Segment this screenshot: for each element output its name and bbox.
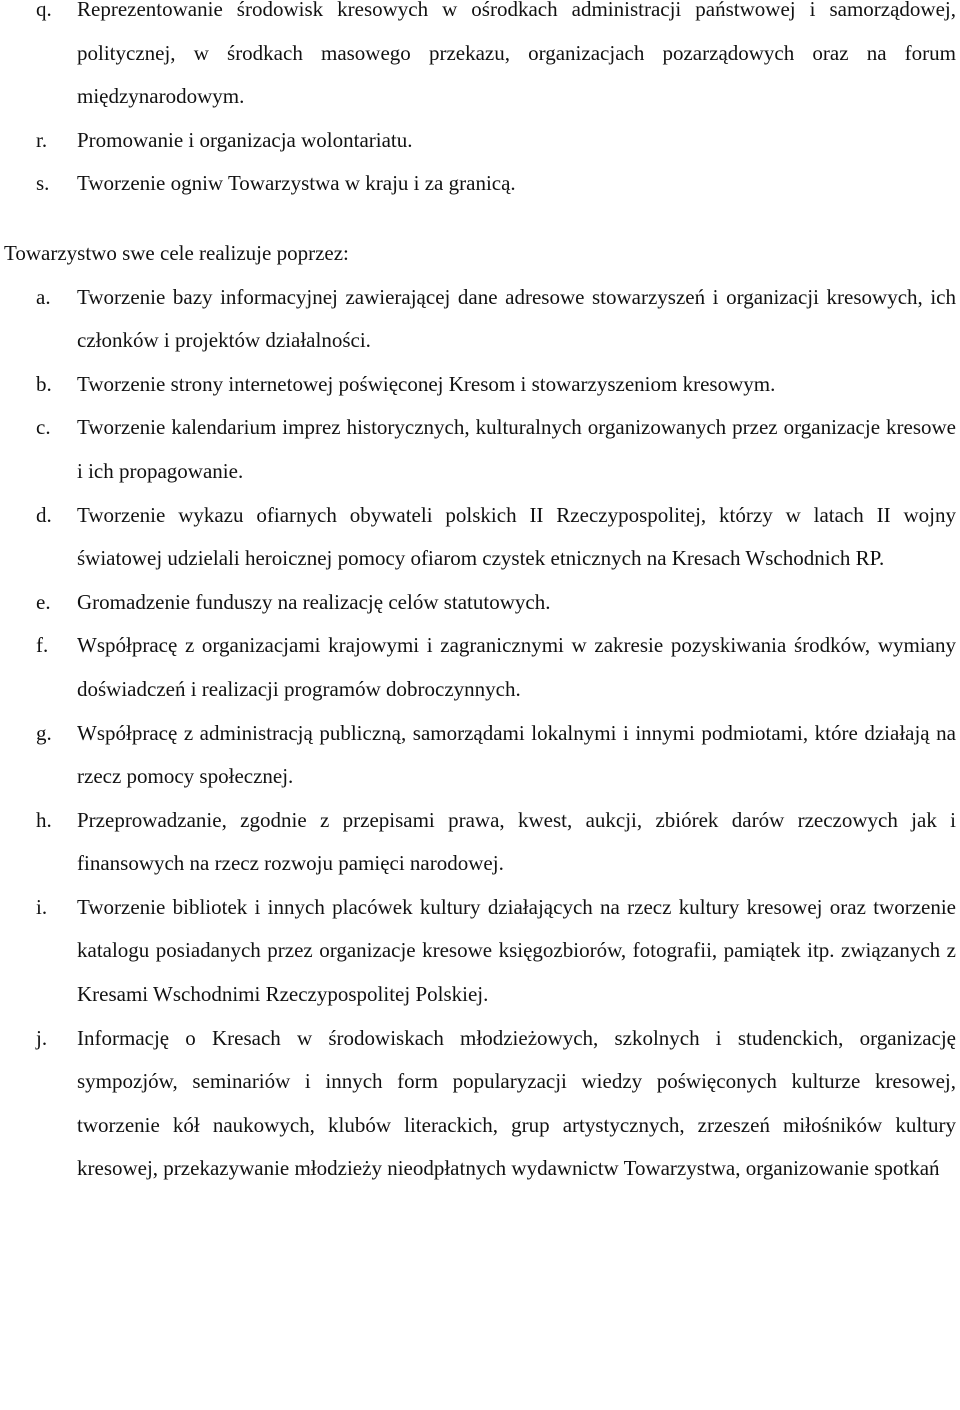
list-item-i [0,886,960,1017]
list-item-g [0,712,960,799]
list-marker: a. [36,284,51,309]
list-item-text: Tworzenie bazy informacyjnej zawierającej dane adresowe stowarzyszeń i organizacji kresowych, ich członków i projektów działalności. [77,284,956,353]
list-item-text: Tworzenie wykazu ofiarnych obywateli polskich II Rzeczypospolitej, którzy w latach II wojny światowej udzielali heroicznej pomocy ofiarom czystek etnicznych na Kresach Wschodnich RP. [77,502,956,571]
list-marker: j. [36,1025,48,1050]
list-marker: e. [36,589,51,614]
list-item-s [0,162,960,206]
list-item-text: Tworzenie bibliotek i innych placówek kultury działających na rzecz kultury kresowej oraz tworzenie katalogu posiadanych przez organizacje kresowe księgozbiorów, fotografii, pamiątek itp. związanych z Kresami Wschodnimi Rzeczypospolitej Polskiej. [77,894,956,1007]
list-item-text: Reprezentowanie środowisk kresowych w ośrodkach administracji państwowej i samorządowej, politycznej, w środkach masowego przekazu, organizacjach pozarządowych oraz na forum międzynarodowym. [77,0,956,109]
list-item-b [0,363,960,407]
goals-list-continued [0,0,960,206]
list-item-e [0,581,960,625]
list-item-h [0,799,960,886]
list-item-j [0,1017,960,1191]
list-item-d [0,494,960,581]
list-item-text: Współpracę z administracją publiczną, samorządami lokalnymi i innymi podmiotami, które działają na rzecz pomocy społecznej. [77,720,956,789]
list-marker: r. [36,127,48,152]
list-item-text: Tworzenie ogniw Towarzystwa w kraju i za granicą. [77,171,516,196]
list-item-text: Promowanie i organizacja wolontariatu. [77,127,413,152]
means-intro-paragraph: Towarzystwo swe cele realizuje poprzez: [4,240,349,265]
list-item-text: Tworzenie kalendarium imprez historycznych, kulturalnych organizowanych przez organizacje kresowe i ich propagowanie. [77,415,956,483]
list-marker: s. [36,171,50,196]
list-marker: h. [36,807,52,832]
list-marker: c. [36,415,51,440]
list-item-text: Gromadzenie funduszy na realizację celów statutowych. [77,589,551,614]
list-marker: d. [36,502,52,527]
section-gap [0,206,960,232]
list-marker: b. [36,371,52,396]
list-item-c [0,406,960,493]
list-item-text: Współpracę z organizacjami krajowymi i zagranicznymi w zakresie pozyskiwania środków, wymiany doświadczeń i realizacji programów dobroczynnych. [77,633,956,701]
list-item-text: Przeprowadzanie, zgodnie z przepisami prawa, kwest, aukcji, zbiórek darów rzeczowych jak i finansowych na rzecz rozwoju pamięci narodowej. [77,807,956,876]
list-item-a [0,276,960,363]
means-list [0,276,960,1191]
list-item-text: Informację o Kresach w środowiskach młodzieżowych, szkolnych i studenckich, organizację sympozjów, seminariów i innych form popularyzacji wiedzy poświęconych kulturze kresowej, tworzenie kół naukowych, klubów literackich, grup artystycznych, zrzeszeń miłośników kultury kresowej, przekazywanie młodzieży nieodpłatnych wydawnictw Towarzystwa, organizowanie spotkań [77,1025,956,1181]
list-item-q [0,0,960,119]
list-marker: f. [36,633,49,658]
list-marker: g. [36,720,52,745]
list-item-f [0,624,960,711]
list-item-text: Tworzenie strony internetowej poświęconej Kresom i stowarzyszeniom kresowym. [77,371,776,396]
list-marker: i. [36,894,48,919]
list-item-r [0,119,960,163]
list-marker: q. [36,0,52,21]
